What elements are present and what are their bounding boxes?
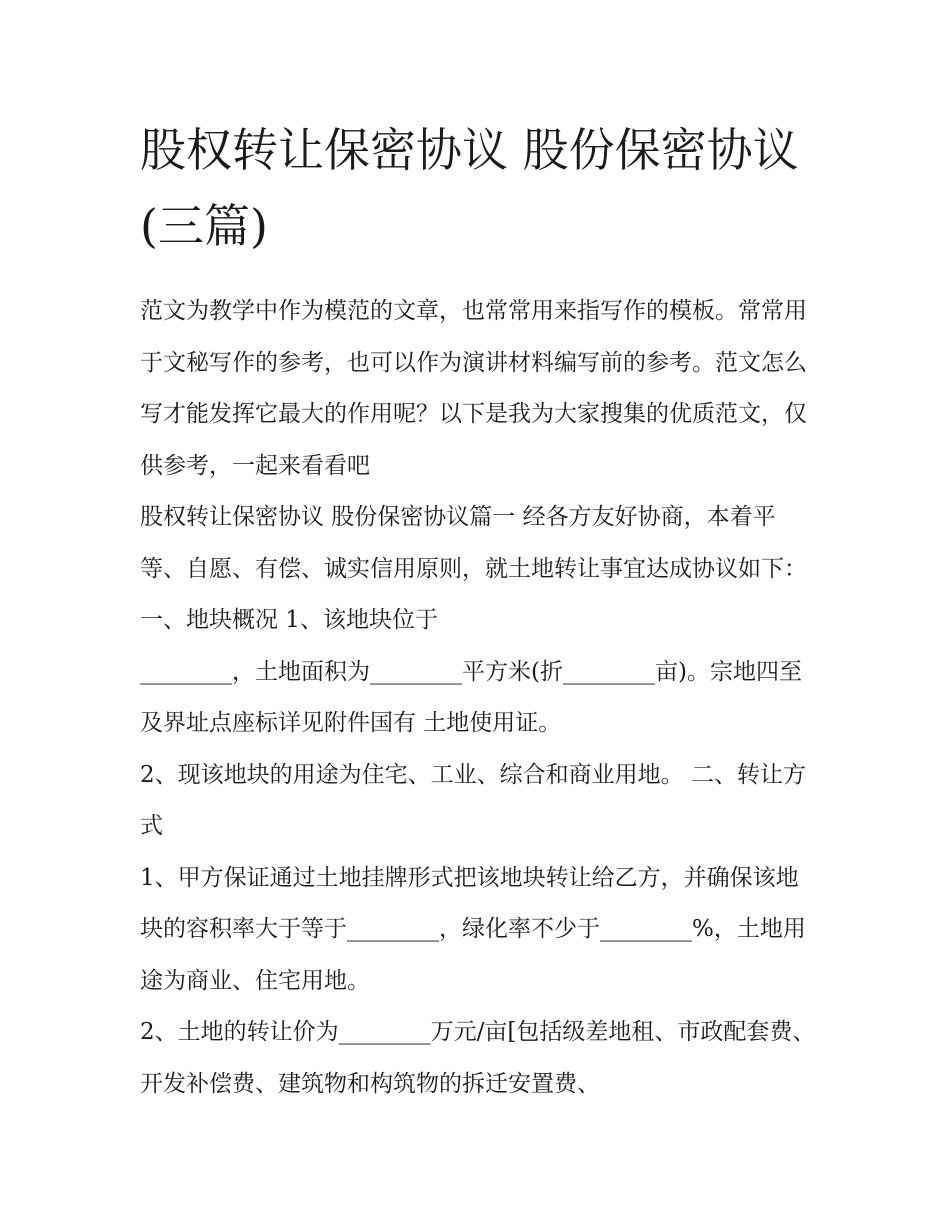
paragraph-intro: 范文为教学中作为模范的文章，也常常用来指写作的模板。常常用于文秘写作的参考，也可以作为演讲材料编写前的参考。范文怎么写才能发挥它最大的作用呢？以下是我为大家搜集的优质范文，仅供参考，一起来看看吧 (140, 298, 807, 479)
document-title: 股权转让保密协议 股份保密协议(三篇) (140, 123, 799, 253)
paragraph-transfer-method: 1、甲方保证通过土地挂牌形式把该地块转让给乙方，并确保该地块的容积率大于等于________，绿化率不少于________%，土地用途为商业、住宅用地。 (140, 864, 806, 994)
paragraph-transfer-price: 2、土地的转让价为________万元/亩[包括级差地租、市政配套费、开发补偿费、建筑物和构筑物的拆迁安置费、 (140, 1019, 816, 1097)
paragraph-land-area: ________，土地面积为________平方米(折________亩)。宗地四至及界址点座标详见附件国有 土地使用证。 (140, 658, 802, 736)
paragraph-land-use: 2、现该地块的用途为住宅、工业、综合和商业用地。 二、转让方式 (140, 761, 806, 839)
document-page (140, 112, 820, 1110)
paragraph-section-one: 股权转让保密协议 股份保密协议篇一 经各方友好协商，本着平等、自愿、有偿、诚实信用原则，就土地转让事宜达成协议如下： 一、地块概况 1、该地块位于 (140, 504, 807, 633)
document-body (140, 286, 820, 1110)
